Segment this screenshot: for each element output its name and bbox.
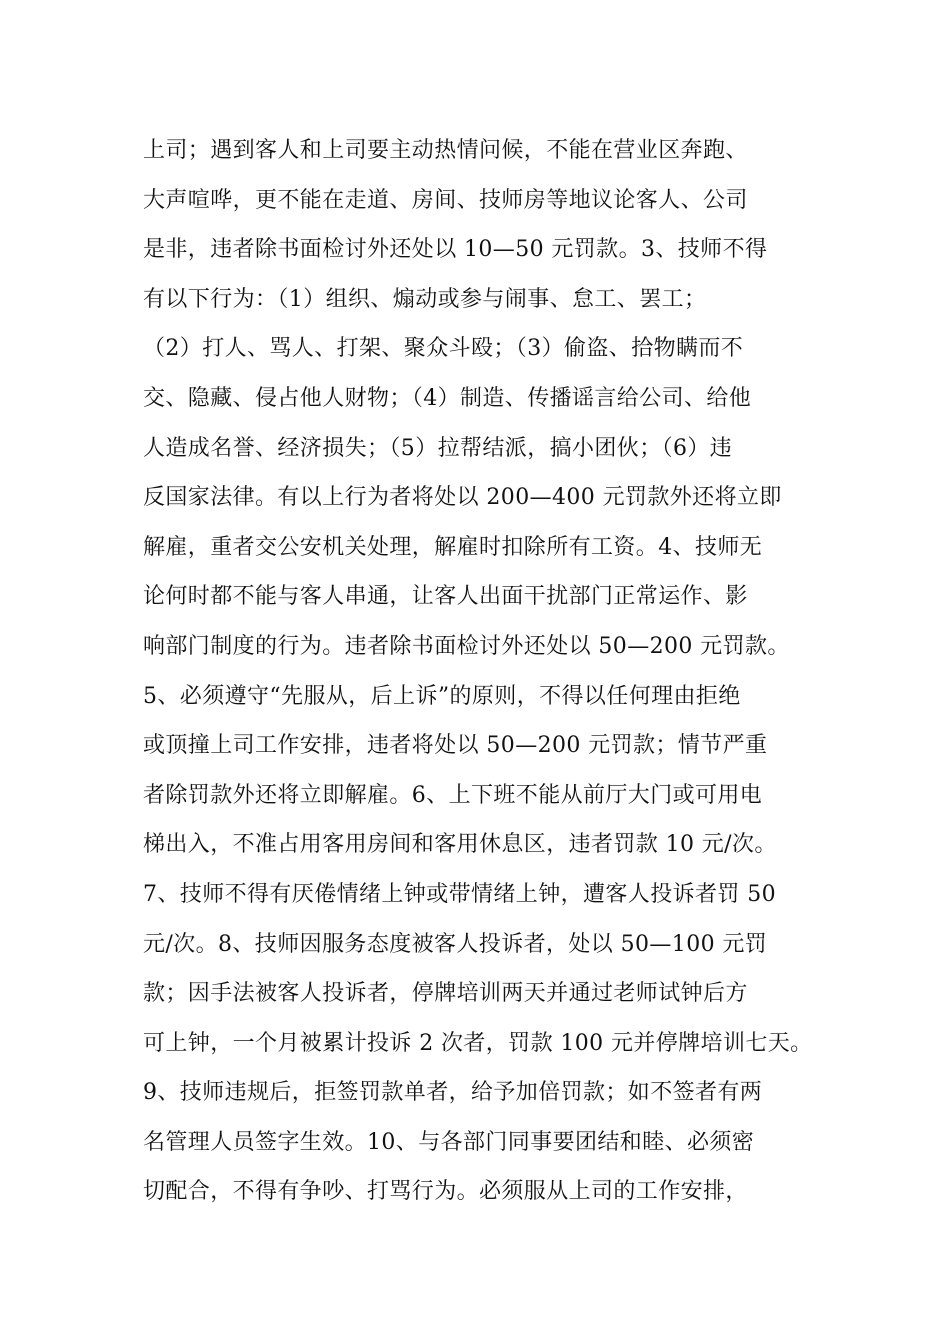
text-line: 响部门制度的行为。违者除书面检讨外还处以 50—200 元罚款。 bbox=[143, 633, 790, 659]
text-line: 款；因手法被客人投诉者，停牌培训两天并通过老师试钟后方 bbox=[143, 981, 748, 1007]
text-line: （2）打人、骂人、打架、聚众斗殴；（3）偷盗、拾物瞒而不 bbox=[143, 336, 744, 362]
text-line: 梯出入，不准占用客用房间和客用休息区，违者罚款 10 元/次。 bbox=[143, 832, 777, 858]
text-line: 9、技师违规后，拒签罚款单者，给予加倍罚款；如不签者有两 bbox=[143, 1080, 763, 1106]
body-text bbox=[143, 126, 843, 1217]
text-line: 5、必须遵守“先服从，后上诉”的原则，不得以任何理由拒绝 bbox=[143, 683, 741, 709]
text-line: 可上钟，一个月被累计投诉 2 次者，罚款 100 元并停牌培训七天。 bbox=[143, 1030, 813, 1056]
text-line: 名管理人员签字生效。10、与各部门同事要团结和睦、必须密 bbox=[143, 1129, 755, 1155]
text-line: 人造成名誉、经济损失；（5）拉帮结派，搞小团伙；（6）违 bbox=[143, 435, 733, 461]
text-line: 或顶撞上司工作安排，违者将处以 50—200 元罚款；情节严重 bbox=[143, 733, 768, 759]
text-line: 7、技师不得有厌倦情绪上钟或带情绪上钟，遭客人投诉者罚 50 bbox=[143, 881, 776, 907]
text-line: 解雇，重者交公安机关处理，解雇时扣除所有工资。4、技师无 bbox=[143, 534, 763, 560]
text-line: 大声喧哗，更不能在走道、房间、技师房等地议论客人、公司 bbox=[143, 187, 748, 213]
text-line: 论何时都不能与客人串通，让客人出面干扰部门正常运作、影 bbox=[143, 584, 748, 610]
text-line: 交、隐藏、侵占他人财物；（4）制造、传播谣言给公司、给他 bbox=[143, 385, 752, 411]
text-line: 切配合，不得有争吵、打骂行为。必须服从上司的工作安排， bbox=[143, 1179, 748, 1205]
text-line: 上司；遇到客人和上司要主动热情问候，不能在营业区奔跑、 bbox=[143, 138, 748, 163]
text-line: 是非，违者除书面检讨外还处以 10—50 元罚款。3、技师不得 bbox=[143, 237, 768, 263]
text-line: 有以下行为：（1）组织、煽动或参与闹事、怠工、罢工； bbox=[143, 286, 707, 312]
text-line: 反国家法律。有以上行为者将处以 200—400 元罚款外还将立即 bbox=[143, 485, 782, 511]
text-line: 者除罚款外还将立即解雇。6、上下班不能从前厅大门或可用电 bbox=[143, 782, 763, 808]
text-line: 元/次。8、技师因服务态度被客人投诉者，处以 50—100 元罚 bbox=[143, 931, 768, 957]
